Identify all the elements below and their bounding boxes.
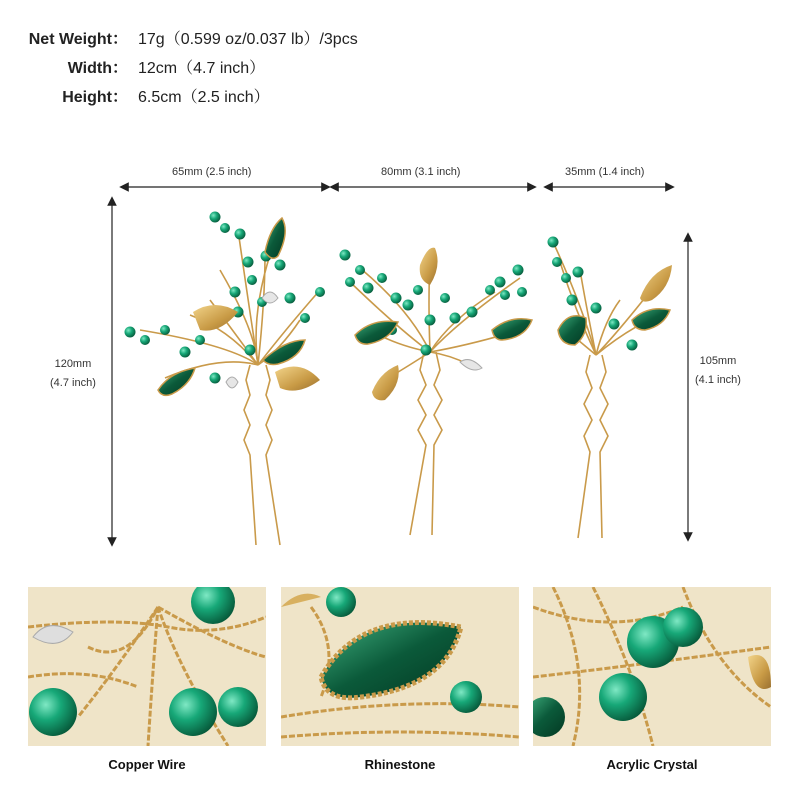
hair-pin-1 [125, 212, 326, 546]
left-height-mm: 120mm [54, 358, 92, 370]
detail-caption-rhinestone: Rhinestone [364, 757, 436, 772]
pin1-width-label: 65mm (2.5 inch) [172, 166, 252, 178]
pin2-width-label: 80mm (3.1 inch) [381, 166, 461, 178]
right-height-mm: 105mm [699, 355, 737, 367]
pin3-width-label: 35mm (1.4 inch) [565, 166, 645, 178]
hair-pin-3 [548, 237, 673, 539]
spec-label: Height： [62, 89, 128, 106]
right-height-in: (4.1 inch) [695, 374, 741, 386]
detail-copper-wire-image [28, 587, 266, 746]
left-height-in: (4.7 inch) [50, 377, 96, 389]
detail-caption-acrylic-crystal: Acrylic Crystal [606, 757, 698, 772]
spec-label: Width： [67, 60, 128, 77]
spec-value: 17g（0.599 oz/0.037 lb）/3pcs [138, 31, 358, 48]
detail-acrylic-crystal-image [533, 587, 771, 746]
detail-rhinestone-image [281, 587, 519, 746]
detail-caption-copper-wire: Copper Wire [108, 757, 186, 772]
spec-label: Net Weight： [28, 31, 128, 48]
spec-value: 6.5cm（2.5 inch） [138, 89, 270, 106]
hair-pin-2 [340, 248, 533, 535]
spec-value: 12cm（4.7 inch） [138, 60, 266, 77]
